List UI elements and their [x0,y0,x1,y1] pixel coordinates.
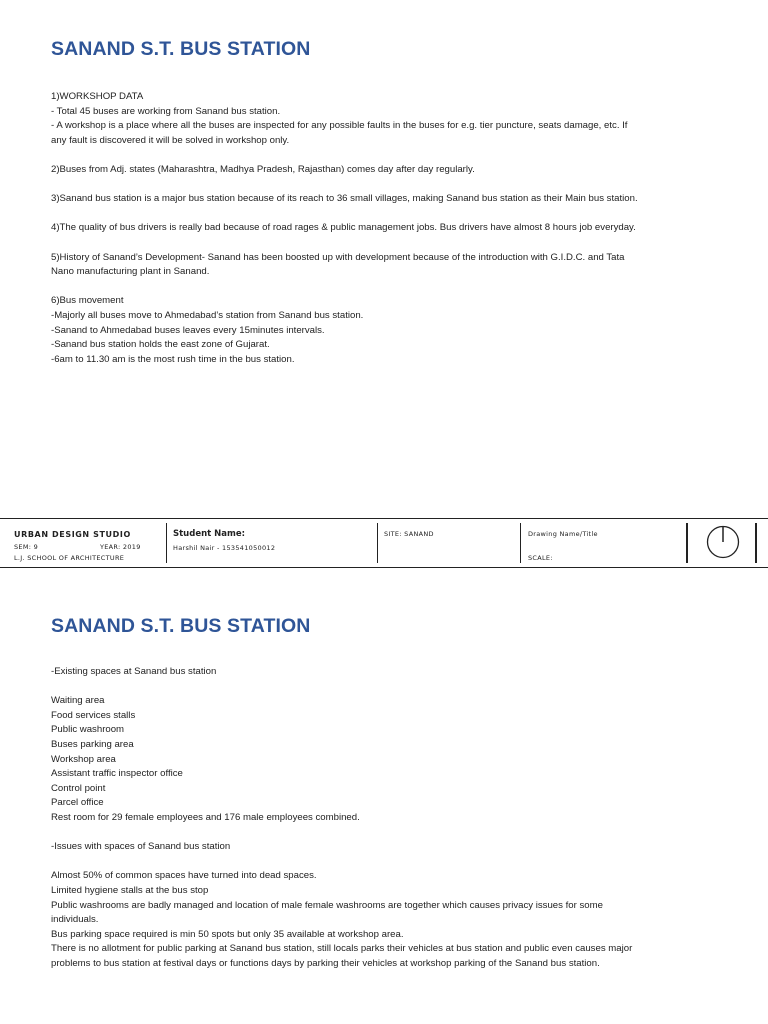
student-label: Student Name: [173,529,246,539]
text-line: There is no allotment for public parking at Sanand bus station, still locals parks their vehicles at bus station and public even causes major [51,943,633,955]
text-line: -Sanand bus station holds the east zone of Gujarat. [51,339,270,351]
text-line: 3)Sanand bus station is a major bus station because of its reach to 36 small villages, making Sanand bus station as their Main bus station. [51,193,638,205]
text-line: 4)The quality of bus drivers is really bad because of road rages & public management jobs. Bus drivers have almost 8 hours job everyday. [51,222,636,234]
drawing-info [528,519,678,567]
text-line: Workshop area [51,753,116,765]
text-line: -6am to 11.30 am is the most rush time in the bus station. [51,353,295,365]
paragraph-gap [51,280,731,295]
paragraph-gap [51,148,731,163]
text-line: 6)Bus movement [51,295,124,307]
text-line: Parcel office [51,797,104,809]
text-line: Buses parking area [51,738,134,750]
school-name: L.J. SCHOOL OF ARCHITECTURE [14,554,125,562]
title-block [0,518,768,568]
text-line: -Sanand to Ahmedabad buses leaves every 15minutes intervals. [51,324,325,336]
scale-label: SCALE: [528,554,553,562]
divider [686,523,688,563]
divider [755,523,757,563]
text-line: Control point [51,782,106,794]
page-body-text [51,665,731,971]
text-line: 2)Buses from Adj. states (Maharashtra, Madhya Pradesh, Rajasthan) comes day after day regularly. [51,163,475,175]
year: YEAR: 2019 [100,543,141,551]
drawing-name-label: Drawing Name/Title [528,530,598,538]
semester: SEM: 9 [14,543,39,551]
paragraph-gap [51,855,731,870]
site-info [384,519,514,567]
text-line: 5)History of Sanand’s Development- Sanand has been boosted up with development because of the introduction with G.I.D.C. and Tata [51,251,625,263]
paragraph-gap [51,236,731,251]
studio-info [14,519,164,567]
text-line: Almost 50% of common spaces have turned into dead spaces. [51,870,317,882]
document-page-2 [0,575,768,1024]
paragraph-gap [51,680,731,695]
text-line: Assistant traffic inspector office [51,768,183,780]
text-line: 1)WORKSHOP DATA [51,91,144,102]
text-line: Rest room for 29 female employees and 176 male employees combined. [51,811,360,823]
site-label: SITE: SANAND [384,530,434,538]
text-line: any fault is discovered it will be solved in workshop only. [51,134,290,146]
north-arrow-icon [706,525,740,559]
text-line: Limited hygiene stalls at the bus stop [51,884,209,896]
text-line: problems to bus station at festival days or functions days by parking their vehicles at workshop parking of the Sanand bus station. [51,957,600,969]
text-line: -Issues with spaces of Sanand bus station [51,841,231,853]
page-body-text [51,90,731,367]
studio-name: URBAN DESIGN STUDIO [14,530,131,539]
page-title: SANAND S.T. BUS STATION [51,615,311,637]
text-line: - A workshop is a place where all the buses are inspected for any possible faults in the buses for e.g. tier puncture, seats damage, etc. If [51,120,628,132]
divider [166,523,167,563]
divider [520,523,521,563]
student-info [173,519,373,567]
text-line: -Majorly all buses move to Ahmedabad’s station from Sanand bus station. [51,309,364,321]
text-line: Public washrooms are badly managed and location of male female washrooms are together which causes privacy issues for some [51,899,603,911]
text-line: Bus parking space required is min 50 spots but only 35 available at workshop area. [51,928,404,940]
divider [377,523,378,563]
page-title: SANAND S.T. BUS STATION [51,38,311,60]
text-line: Food services stalls [51,709,136,721]
text-line: - Total 45 buses are working from Sanand bus station. [51,105,281,117]
student-name: Harshil Nair - 153541050012 [173,544,276,552]
text-line: Nano manufacturing plant in Sanand. [51,266,210,278]
paragraph-gap [51,178,731,193]
paragraph-gap [51,207,731,222]
text-line: Waiting area [51,695,105,707]
paragraph-gap [51,826,731,841]
text-line: Public washroom [51,724,125,736]
text-line: individuals. [51,914,99,926]
text-line: -Existing spaces at Sanand bus station [51,666,217,677]
